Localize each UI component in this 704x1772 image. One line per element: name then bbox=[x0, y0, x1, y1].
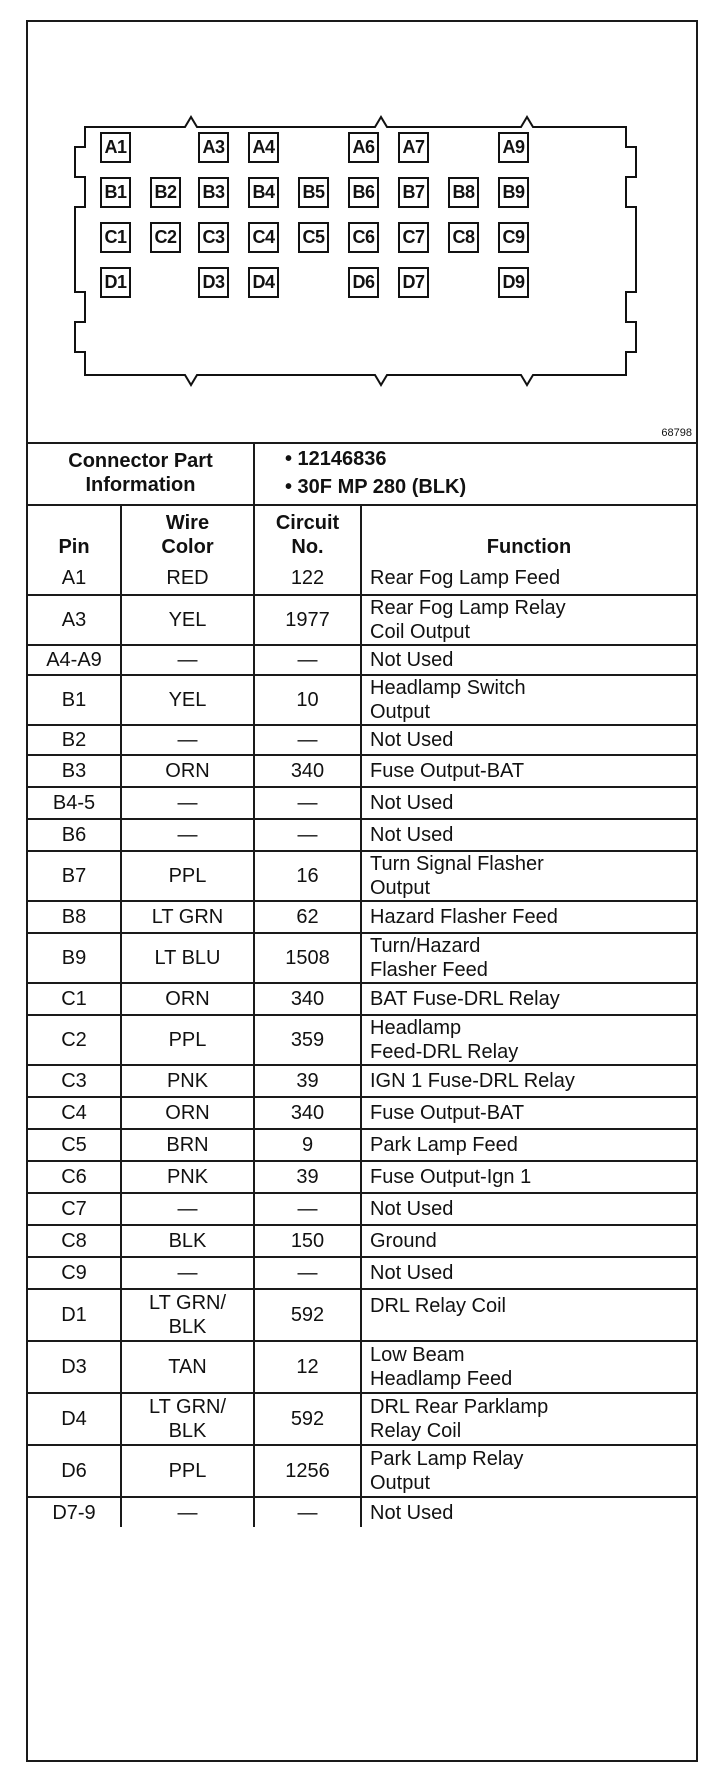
connector-description: • 30F MP 280 (BLK) bbox=[285, 476, 467, 498]
table-row bbox=[28, 787, 696, 819]
pin-cell: B7 bbox=[28, 851, 121, 901]
circuit-cell: 122 bbox=[254, 561, 361, 595]
table-row bbox=[28, 1225, 696, 1257]
wire-color-line2: BLK bbox=[168, 1316, 207, 1338]
pin-cavity-c8: C8 bbox=[448, 222, 479, 253]
function-cell bbox=[361, 933, 696, 983]
wire-color-line1: — bbox=[177, 1198, 198, 1220]
function-cell bbox=[361, 1129, 696, 1161]
pin-cavity-b2: B2 bbox=[150, 177, 181, 208]
pin-cell: B1 bbox=[28, 675, 121, 725]
function-cell bbox=[361, 1289, 696, 1341]
pin-cell: D3 bbox=[28, 1341, 121, 1393]
function-cell bbox=[361, 851, 696, 901]
function-cell bbox=[361, 595, 696, 645]
pin-cavity-a7: A7 bbox=[398, 132, 429, 163]
wire-color-cell bbox=[121, 595, 254, 645]
function-line1: Rear Fog Lamp Feed bbox=[370, 566, 561, 589]
pin-cell: C7 bbox=[28, 1193, 121, 1225]
pin-cell: B6 bbox=[28, 819, 121, 851]
function-line1: Not Used bbox=[370, 824, 454, 846]
circuit-cell: 340 bbox=[254, 755, 361, 787]
table-row bbox=[28, 561, 696, 595]
pin-cell: C2 bbox=[28, 1015, 121, 1065]
pin-cavity-b7: B7 bbox=[398, 177, 429, 208]
wire-color-line1: PNK bbox=[166, 1070, 209, 1092]
wire-color-line1: — bbox=[177, 792, 198, 814]
wire-color-cell bbox=[121, 561, 254, 595]
pin-cavity-c4: C4 bbox=[248, 222, 279, 253]
pin-cavity-a6: A6 bbox=[348, 132, 379, 163]
function-line1: Turn/Hazard bbox=[370, 935, 481, 957]
wire-color-line1: ORN bbox=[165, 760, 210, 782]
function-line1: DRL Relay Coil bbox=[370, 1295, 506, 1317]
wire-color-line1: BRN bbox=[166, 1134, 209, 1156]
table-row bbox=[28, 851, 696, 901]
pin-cell: B3 bbox=[28, 755, 121, 787]
function-cell bbox=[361, 1497, 696, 1527]
wire-color-line1: ORN bbox=[165, 988, 210, 1010]
part-info-label bbox=[28, 442, 254, 505]
circuit-cell: 39 bbox=[254, 1161, 361, 1193]
function-cell bbox=[361, 1065, 696, 1097]
wire-color-line1: LT GRN/ bbox=[148, 1292, 227, 1314]
wire-color-cell bbox=[121, 1129, 254, 1161]
function-line1: Not Used bbox=[370, 1198, 454, 1220]
wire-color-cell bbox=[121, 1497, 254, 1527]
function-line1: Not Used bbox=[370, 792, 454, 814]
wire-color-line1: PPL bbox=[168, 865, 207, 887]
wire-color-line1: PNK bbox=[166, 1166, 209, 1188]
pin-cavity-d4: D4 bbox=[248, 267, 279, 298]
pin-cavity-a3: A3 bbox=[198, 132, 229, 163]
circuit-cell: 1256 bbox=[254, 1445, 361, 1497]
circuit-cell: 12 bbox=[254, 1341, 361, 1393]
circuit-cell: 340 bbox=[254, 983, 361, 1015]
function-line1: Hazard Flasher Feed bbox=[370, 906, 558, 928]
function-cell bbox=[361, 983, 696, 1015]
function-cell bbox=[361, 1015, 696, 1065]
wire-color-cell bbox=[121, 645, 254, 675]
function-line1: Park Lamp Relay bbox=[370, 1448, 524, 1470]
pin-cell: C8 bbox=[28, 1225, 121, 1257]
part-info-label-line2: Information bbox=[85, 474, 196, 496]
circuit-cell: 10 bbox=[254, 675, 361, 725]
circuit-cell: 62 bbox=[254, 901, 361, 933]
pin-cavity-c2: C2 bbox=[150, 222, 181, 253]
wire-color-line1: LT GRN bbox=[151, 906, 224, 928]
wire-color-cell bbox=[121, 725, 254, 755]
wire-color-cell bbox=[121, 1015, 254, 1065]
pin-cavity-b9: B9 bbox=[498, 177, 529, 208]
wire-color-line1: — bbox=[177, 729, 198, 751]
pin-cell: D6 bbox=[28, 1445, 121, 1497]
function-line2: Coil Output bbox=[370, 621, 471, 643]
table-row bbox=[28, 933, 696, 983]
wire-color-line1: LT GRN/ bbox=[148, 1396, 227, 1418]
pin-cell: D4 bbox=[28, 1393, 121, 1445]
pin-cell: B4-5 bbox=[28, 787, 121, 819]
table-row bbox=[28, 1289, 696, 1341]
function-cell bbox=[361, 645, 696, 675]
function-cell bbox=[361, 725, 696, 755]
circuit-cell: 1508 bbox=[254, 933, 361, 983]
function-line2: Relay Coil bbox=[370, 1420, 462, 1442]
pin-cell: C3 bbox=[28, 1065, 121, 1097]
pin-cavity-d3: D3 bbox=[198, 267, 229, 298]
wire-color-cell bbox=[121, 1289, 254, 1341]
function-line1: Rear Fog Lamp Relay bbox=[370, 597, 566, 619]
wire-color-cell bbox=[121, 1257, 254, 1289]
pin-cavity-d1: D1 bbox=[100, 267, 131, 298]
circuit-cell: — bbox=[254, 819, 361, 851]
function-column-header: Function bbox=[361, 505, 696, 561]
wire-color-cell bbox=[121, 1341, 254, 1393]
pin-cell: A4-A9 bbox=[28, 645, 121, 675]
function-line1: Fuse Output-BAT bbox=[370, 1102, 525, 1124]
table-row bbox=[28, 1129, 696, 1161]
table-row bbox=[28, 1393, 696, 1445]
wire-color-line1: TAN bbox=[168, 1356, 207, 1378]
table-row bbox=[28, 595, 696, 645]
pin-cavity-c7: C7 bbox=[398, 222, 429, 253]
wire-color-line1: — bbox=[177, 649, 198, 671]
wire-color-line1: PPL bbox=[168, 1029, 207, 1051]
table-row bbox=[28, 983, 696, 1015]
table-row bbox=[28, 901, 696, 933]
circuit-cell: — bbox=[254, 787, 361, 819]
pin-cavity-c3: C3 bbox=[198, 222, 229, 253]
pin-cell: C9 bbox=[28, 1257, 121, 1289]
function-cell bbox=[361, 1225, 696, 1257]
function-line1: Ground bbox=[370, 1230, 437, 1252]
pin-cavity-a1: A1 bbox=[100, 132, 131, 163]
part-info-values bbox=[254, 442, 696, 505]
table-row bbox=[28, 645, 696, 675]
wire-color-cell bbox=[121, 1161, 254, 1193]
pin-cell: B9 bbox=[28, 933, 121, 983]
wire-color-line1: — bbox=[177, 1262, 198, 1284]
wire-color-cell bbox=[121, 1445, 254, 1497]
function-line2: Flasher Feed bbox=[370, 959, 488, 981]
circuit-cell: 359 bbox=[254, 1015, 361, 1065]
circuit-cell: 1977 bbox=[254, 595, 361, 645]
connector-diagram bbox=[28, 22, 696, 444]
wire-color-line1: BLK bbox=[168, 1230, 207, 1252]
wire-color-cell bbox=[121, 851, 254, 901]
wire-color-line1: YEL bbox=[168, 609, 207, 631]
table-row bbox=[28, 1341, 696, 1393]
function-line1: Low Beam bbox=[370, 1344, 465, 1366]
pin-cavity-b5: B5 bbox=[298, 177, 329, 208]
circuit-cell: 39 bbox=[254, 1065, 361, 1097]
wire-color-cell bbox=[121, 675, 254, 725]
function-line2: Output bbox=[370, 1472, 431, 1494]
table-row bbox=[28, 1497, 696, 1527]
wire-color-cell bbox=[121, 819, 254, 851]
table-row bbox=[28, 755, 696, 787]
pin-cavity-d7: D7 bbox=[398, 267, 429, 298]
circuit-cell: 592 bbox=[254, 1393, 361, 1445]
table-row bbox=[28, 1445, 696, 1497]
wire-color-column-header: Wire Color bbox=[121, 505, 254, 561]
wire-color-line1: ORN bbox=[165, 1102, 210, 1124]
column-header-row bbox=[28, 505, 696, 561]
function-cell bbox=[361, 1393, 696, 1445]
pin-cavity-d9: D9 bbox=[498, 267, 529, 298]
wire-color-cell bbox=[121, 1393, 254, 1445]
function-line1: Turn Signal Flasher bbox=[370, 853, 544, 875]
pin-cell: B2 bbox=[28, 725, 121, 755]
wire-color-cell bbox=[121, 787, 254, 819]
table-row bbox=[28, 1015, 696, 1065]
function-line1: Park Lamp Feed bbox=[370, 1134, 518, 1156]
circuit-cell: 592 bbox=[254, 1289, 361, 1341]
wire-color-cell bbox=[121, 1065, 254, 1097]
function-line1: Not Used bbox=[370, 1262, 454, 1284]
pin-cavity-c5: C5 bbox=[298, 222, 329, 253]
function-cell bbox=[361, 1445, 696, 1497]
pinout-table bbox=[28, 442, 696, 1527]
table-row bbox=[28, 725, 696, 755]
function-line2: Output bbox=[370, 877, 431, 899]
wire-color-cell bbox=[121, 755, 254, 787]
function-line1: Fuse Output-Ign 1 bbox=[370, 1166, 532, 1188]
wire-color-cell bbox=[121, 933, 254, 983]
pin-column-header: Pin bbox=[28, 505, 121, 561]
function-cell bbox=[361, 675, 696, 725]
pin-cavity-c6: C6 bbox=[348, 222, 379, 253]
function-line2: Headlamp Feed bbox=[370, 1368, 513, 1390]
wire-color-line1: — bbox=[177, 1501, 198, 1524]
pin-cell: B8 bbox=[28, 901, 121, 933]
function-cell bbox=[361, 755, 696, 787]
connector-sheet bbox=[26, 20, 698, 1762]
function-cell bbox=[361, 1257, 696, 1289]
part-info-row bbox=[28, 442, 696, 505]
circuit-column-header: Circuit No. bbox=[254, 505, 361, 561]
function-line2: Feed-DRL Relay bbox=[370, 1041, 519, 1063]
pin-cavity-b4: B4 bbox=[248, 177, 279, 208]
wire-color-cell bbox=[121, 983, 254, 1015]
wire-color-cell bbox=[121, 901, 254, 933]
circuit-cell: 16 bbox=[254, 851, 361, 901]
function-line1: IGN 1 Fuse-DRL Relay bbox=[370, 1070, 575, 1092]
circuit-cell: — bbox=[254, 1497, 361, 1527]
wire-color-cell bbox=[121, 1097, 254, 1129]
function-line1: BAT Fuse-DRL Relay bbox=[370, 988, 560, 1010]
table-row bbox=[28, 1193, 696, 1225]
part-number: • 12146836 bbox=[285, 448, 387, 470]
pin-cell: D7-9 bbox=[28, 1497, 121, 1527]
wire-color-line1: — bbox=[177, 824, 198, 846]
wire-color-cell bbox=[121, 1225, 254, 1257]
pin-cell: C4 bbox=[28, 1097, 121, 1129]
function-cell bbox=[361, 561, 696, 595]
function-line1: DRL Rear Parklamp bbox=[370, 1396, 549, 1418]
pinout-rows bbox=[28, 561, 696, 1527]
part-info-label-line1: Connector Part bbox=[68, 450, 213, 472]
pin-cavity-b6: B6 bbox=[348, 177, 379, 208]
wire-color-line2: BLK bbox=[168, 1420, 207, 1442]
table-row bbox=[28, 1161, 696, 1193]
pin-cell: A3 bbox=[28, 595, 121, 645]
function-line1: Fuse Output-BAT bbox=[370, 760, 525, 782]
function-cell bbox=[361, 819, 696, 851]
pin-cell: C6 bbox=[28, 1161, 121, 1193]
table-row bbox=[28, 1097, 696, 1129]
function-cell bbox=[361, 1193, 696, 1225]
table-row bbox=[28, 1257, 696, 1289]
pin-cavity-b1: B1 bbox=[100, 177, 131, 208]
wire-color-cell bbox=[121, 1193, 254, 1225]
pin-cell: C1 bbox=[28, 983, 121, 1015]
function-line1: Not Used bbox=[370, 1501, 454, 1524]
table-row bbox=[28, 1065, 696, 1097]
figure-id: 68798 bbox=[661, 427, 692, 439]
function-line1: Not Used bbox=[370, 729, 454, 751]
circuit-cell: — bbox=[254, 1257, 361, 1289]
pin-cell: C5 bbox=[28, 1129, 121, 1161]
table-row bbox=[28, 675, 696, 725]
pin-cavity-c1: C1 bbox=[100, 222, 131, 253]
pin-cavity-a9: A9 bbox=[498, 132, 529, 163]
circuit-cell: 340 bbox=[254, 1097, 361, 1129]
wire-color-line1: LT BLU bbox=[154, 947, 221, 969]
circuit-cell: 9 bbox=[254, 1129, 361, 1161]
function-cell bbox=[361, 1161, 696, 1193]
function-line1: Headlamp Switch bbox=[370, 677, 526, 699]
wire-color-line1: PPL bbox=[168, 1460, 207, 1482]
circuit-cell: — bbox=[254, 1193, 361, 1225]
pin-cavity-c9: C9 bbox=[498, 222, 529, 253]
function-cell bbox=[361, 901, 696, 933]
function-line1: Not Used bbox=[370, 649, 454, 671]
function-cell bbox=[361, 1341, 696, 1393]
table-row bbox=[28, 819, 696, 851]
pin-cavity-b8: B8 bbox=[448, 177, 479, 208]
pin-cavity-b3: B3 bbox=[198, 177, 229, 208]
circuit-cell: — bbox=[254, 645, 361, 675]
wire-color-line1: YEL bbox=[168, 689, 207, 711]
pin-cavity-d6: D6 bbox=[348, 267, 379, 298]
pin-cell: D1 bbox=[28, 1289, 121, 1341]
function-line1: Headlamp bbox=[370, 1017, 462, 1039]
pin-cell: A1 bbox=[28, 561, 121, 595]
circuit-cell: 150 bbox=[254, 1225, 361, 1257]
function-cell bbox=[361, 1097, 696, 1129]
pin-cavity-a4: A4 bbox=[248, 132, 279, 163]
wire-color-line1: RED bbox=[166, 566, 209, 589]
circuit-cell: — bbox=[254, 725, 361, 755]
function-line2: Output bbox=[370, 701, 431, 723]
function-cell bbox=[361, 787, 696, 819]
